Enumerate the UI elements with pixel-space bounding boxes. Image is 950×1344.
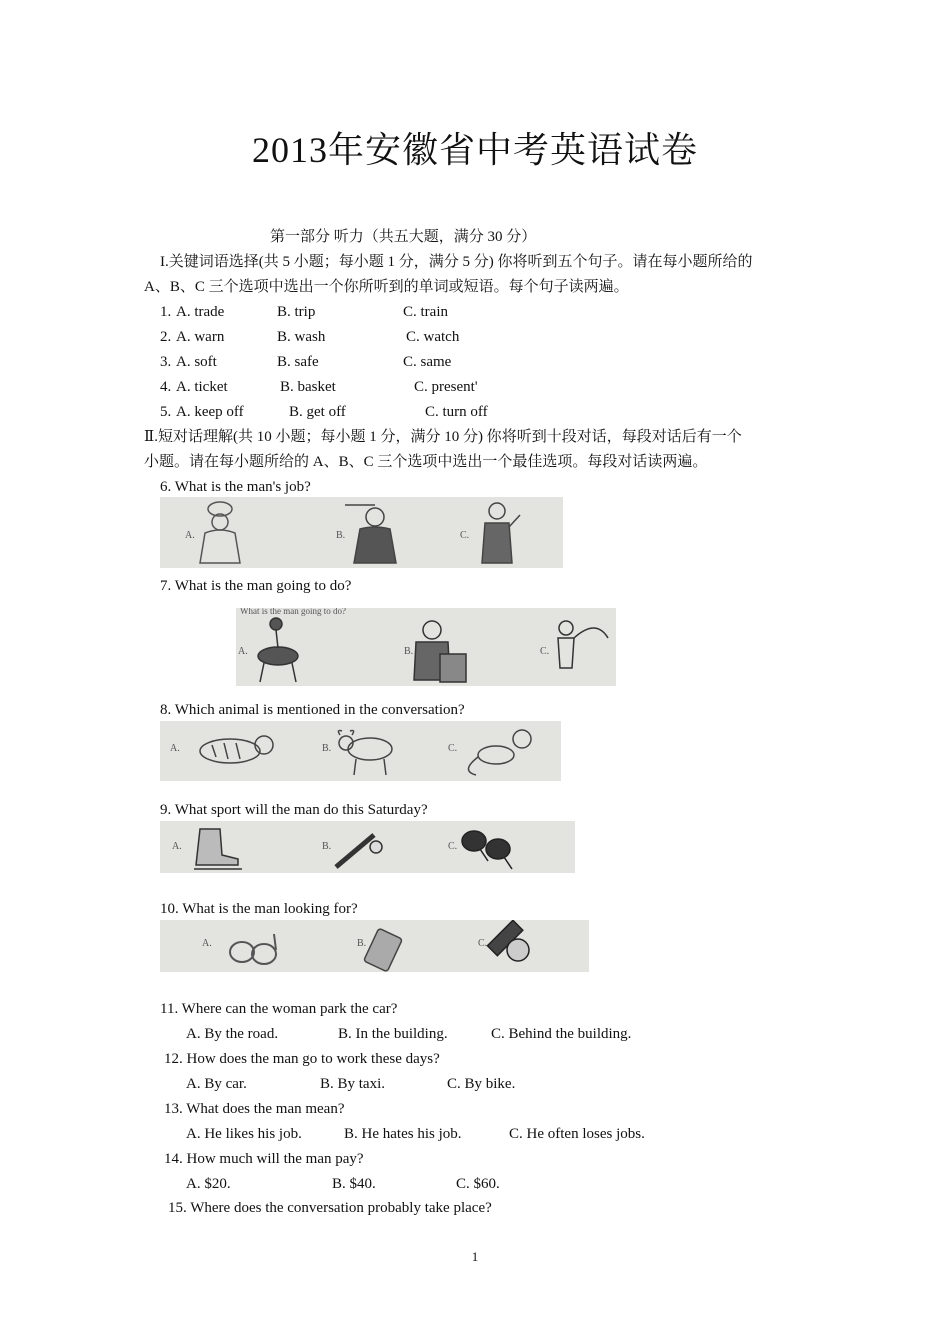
option-b-label: B.	[322, 743, 332, 754]
animal-illustrations	[160, 721, 561, 781]
question-14-option-c: C. $60.	[456, 1176, 500, 1192]
part1-heading: 第一部分 听力（共五大题，满分 30 分）	[270, 229, 537, 245]
picture-caption: What is the man going to do?	[240, 608, 346, 616]
ping-pong-paddles-figure	[462, 831, 512, 869]
option-b: B. trip	[277, 304, 316, 320]
baseball-bat-figure	[336, 835, 382, 867]
option-c: C. turn off	[425, 404, 488, 420]
option-a-label: A.	[185, 530, 195, 541]
job-illustrations	[160, 497, 563, 568]
option-a: A. warn	[176, 329, 225, 345]
option-a: A. keep off	[176, 404, 244, 420]
section1-instructions-line1: I.关键词语选择(共 5 小题；每小题 1 分，满分 5 分) 你将听到五个句子。请在每小题所给的	[160, 254, 753, 270]
ice-skate-figure	[194, 829, 242, 869]
horse-rider-figure	[258, 618, 298, 682]
question-13: 13. What does the man mean?	[164, 1101, 345, 1117]
bull-figure	[338, 731, 392, 776]
item-number: 5.	[160, 404, 172, 420]
object-illustrations	[160, 920, 589, 972]
watch-figure	[487, 920, 529, 961]
businessman-figure	[482, 503, 520, 563]
option-c-label: C.	[460, 530, 470, 541]
option-a-label: A.	[202, 938, 212, 949]
section2-instructions-line2: 小题。请在每小题所给的 A、B、C 三个选项中选出一个最佳选项。每段对话读两遍。	[144, 454, 708, 470]
section2-instructions-line1: Ⅱ.短对话理解(共 10 小题；每小题 1 分，满分 10 分) 你将听到十段对话，每段对话后有一个	[144, 429, 742, 445]
option-b-label: B.	[336, 530, 346, 541]
question-14-option-a: A. $20.	[186, 1176, 231, 1192]
item-number: 1.	[160, 304, 172, 320]
question-10-picture	[160, 920, 589, 972]
question-12-option-b: B. By taxi.	[320, 1076, 386, 1092]
question-11-option-a: A. By the road.	[186, 1026, 279, 1042]
option-a-label: A.	[170, 743, 180, 754]
option-b: B. wash	[277, 329, 326, 345]
option-b: B. get off	[289, 404, 346, 420]
question-11-option-b: B. In the building.	[338, 1026, 448, 1042]
option-b: B. safe	[277, 354, 319, 370]
option-c: C. train	[403, 304, 448, 320]
option-c-label: C.	[448, 743, 458, 754]
phone-figure	[364, 928, 403, 972]
option-c-label: C.	[478, 938, 488, 949]
page-title: 2013年安徽省中考英语试卷	[251, 130, 698, 170]
option-b-label: B.	[404, 646, 414, 657]
question-13-option-c: C. He often loses jobs.	[509, 1126, 645, 1142]
option-a-label: A.	[238, 646, 248, 657]
question-12: 12. How does the man go to work these days?	[164, 1051, 440, 1067]
question-14: 14. How much will the man pay?	[164, 1151, 364, 1167]
option-a: A. ticket	[176, 379, 228, 395]
monkey-figure	[468, 730, 531, 775]
waiter-figure	[345, 505, 396, 563]
question-13-option-b: B. He hates his job.	[344, 1126, 462, 1142]
question-12-option-c: C. By bike.	[447, 1076, 516, 1092]
option-c-label: C.	[540, 646, 550, 657]
section1-instructions-line2: A、B、C 三个选项中选出一个你所听到的单词或短语。每个句子读两遍。	[144, 279, 629, 295]
item-number: 4.	[160, 379, 172, 395]
speaker-podium-figure	[414, 621, 466, 682]
question-14-option-b: B. $40.	[332, 1176, 376, 1192]
option-c: C. same	[403, 354, 452, 370]
item-number: 3.	[160, 354, 172, 370]
question-8: 8. Which animal is mentioned in the conversation?	[160, 702, 465, 718]
question-11-option-c: C. Behind the building.	[491, 1026, 632, 1042]
question-9-picture	[160, 821, 575, 873]
chef-figure	[200, 502, 240, 563]
question-8-picture	[160, 721, 561, 781]
tiger-figure	[200, 736, 273, 763]
question-12-option-a: A. By car.	[186, 1076, 247, 1092]
option-a-label: A.	[172, 841, 182, 852]
option-b-label: B.	[322, 841, 332, 852]
option-c: C. present'	[414, 379, 478, 395]
question-10: 10. What is the man looking for?	[160, 901, 358, 917]
page-number: 1	[471, 1249, 479, 1264]
sport-illustrations	[160, 821, 575, 873]
question-7-picture	[236, 608, 616, 686]
option-c-label: C.	[448, 841, 458, 852]
option-b-label: B.	[357, 938, 367, 949]
question-13-option-a: A. He likes his job.	[186, 1126, 302, 1142]
option-c: C. watch	[406, 329, 460, 345]
question-6-picture	[160, 497, 563, 568]
activity-illustrations	[236, 608, 616, 686]
question-6: 6. What is the man's job?	[160, 479, 311, 495]
option-a: A. trade	[176, 304, 225, 320]
question-15: 15. Where does the conversation probably take place?	[168, 1200, 492, 1216]
question-7: 7. What is the man going to do?	[160, 578, 352, 594]
item-number: 2.	[160, 329, 172, 345]
option-a: A. soft	[176, 354, 217, 370]
fisherman-figure	[558, 621, 608, 668]
question-9: 9. What sport will the man do this Saturday?	[160, 802, 428, 818]
question-11: 11. Where can the woman park the car?	[160, 1001, 398, 1017]
glasses-figure	[230, 934, 276, 964]
option-b: B. basket	[280, 379, 336, 395]
